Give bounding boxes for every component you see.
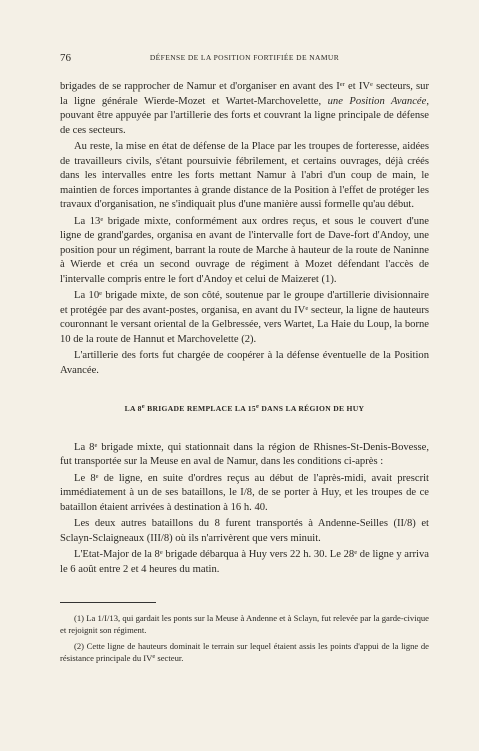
paragraph-5: L'artillerie des forts fut chargée de coopérer à la défense éventuelle de la Position Avancée. (60, 350, 429, 376)
main-text (60, 80, 429, 579)
emphasis-position-avancee: une Position Avancée (327, 95, 427, 107)
paragraph-1: brigades de se rapprocher de Namur et d'organiser en avant des Ier et IVe secteurs, sur la ligne générale Wierde-Mozet et Wartet-Marchovelette, une Position Avancée, pouvant être appuyée par l'artillerie des forts et couvrant la ligne principale de défense de ces secteurs. (60, 81, 429, 136)
footnote-1: (1) La 1/I/13, qui gardait les ponts sur la Meuse à Andenne et à Sclayn, fut relevée par la garde-civique et rejoignit son régiment. (60, 613, 429, 635)
footnotes (60, 612, 429, 668)
paragraph-8: Les deux autres bataillons du 8 furent transportés à Andenne-Seilles (II/8) et Sclayn-Sclaigneaux (III/8) où ils n'arrivèrent que vers minuit. (60, 518, 429, 544)
paragraph-2: Au reste, la mise en état de défense de la Place par les troupes de forteresse, aidées de travailleurs civils, s'étant poursuivie fébrilement, et certains ouvrages, déjà créés dans les intervalles entre les forts mettant Namur à l'abri d'un coup de main, le maintien de forces importantes à grande distance de la Position à l'effet de protéger les travaux d'organisation, ne s'indiquait plus d'une manière aussi formelle qu'au début. (60, 141, 429, 210)
paragraph-3: La 13e brigade mixte, conformément aux ordres reçus, et sous le couvert d'une ligne de grand'gardes, organisa en avant de l'intervalle fort de Dave-fort d'Andoy, une position pour un régiment, barrant la route de Marche à hauteur de la route de Naninne à Wierde et créa un second ouvrage de régiment à Mozet défendant l'accès de l'intervalle compris entre le fort d'Andoy et celui de Maizeret (1). (60, 215, 429, 285)
paragraph-4: La 10e brigade mixte, de son côté, soutenue par le groupe d'artillerie divisionnaire et protégée par des avant-postes, organisa, en avant du IVe secteur, la ligne de hauteurs couronnant le versant oriental de la Gelbressée, vers Wartet, La Haie du Loup, la borne 10 de la route de Hannut et Marchovelette (2). (60, 290, 430, 345)
page-number: 76 (60, 52, 71, 64)
paragraph-6: La 8e brigade mixte, qui stationnait dans la région de Rhisnes-St-Denis-Bovesse, fut transportée sur la Meuse en aval de Namur, dans les conditions ci-après : (60, 441, 429, 467)
footnote-divider (60, 602, 156, 603)
paragraph-7: Le 8e de ligne, en suite d'ordres reçus au début de l'après-midi, avait prescrit immédiatement à un de ses bataillons, le I/8, de se porter à Huy, et les troupes de ce bataillon étaient arrivées à destination à 16 h. 40. (60, 472, 430, 513)
section-heading: LA 8e BRIGADE REMPLACE LA 15e DANS LA RÉGION DE HUY (124, 403, 365, 413)
footnote-2: (2) Cette ligne de hauteurs dominait le terrain sur lequel étaient assis les points d'appui de la ligne de résistance principale du IVe secteur. (60, 641, 429, 663)
paragraph-9: L'Etat-Major de la 8e brigade débarqua à Huy vers 22 h. 30. Le 28e de ligne y arriva le 6 août entre 2 et 4 heures du matin. (60, 549, 429, 575)
page-header (60, 52, 429, 66)
running-title: DÉFENSE DE LA POSITION FORTIFIÉE DE NAMUR (149, 53, 340, 62)
